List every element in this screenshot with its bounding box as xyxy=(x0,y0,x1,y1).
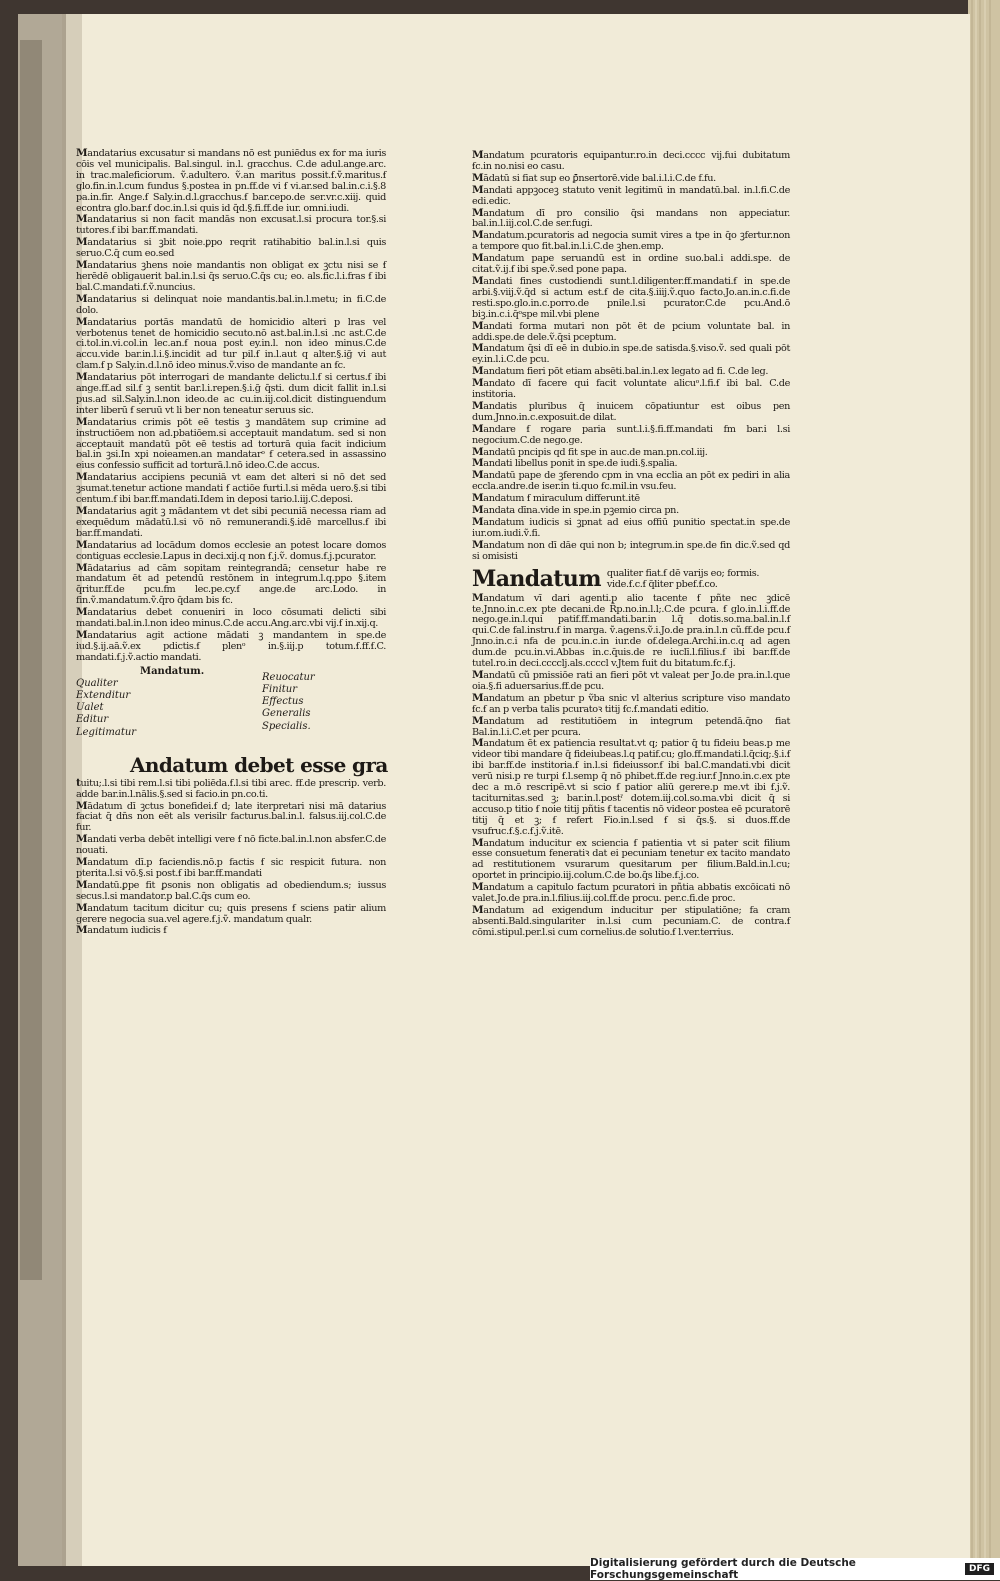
lexicon-term: Generalis xyxy=(262,708,311,720)
gloss-entry: Mandatarius ꝫhens noie mandantis non obligat ex ꝫctu nisi se ẜ herēdē obligauerit bal.in.l.si q̄s seruo.C.q̄s cu; eo. als.fic.l.i.fras ẜ ibi bal.C.mandati.ẜ.ṽ.nuncius. xyxy=(76,259,386,293)
lexicon-term: Editur xyxy=(76,714,109,726)
gloss-entry: Mandatarius pōt interrogari de mandante delictu.l.ẜ si certus.ẜ ibi ange.ff.ad sil.ẜ ꝫ sentit bar.l.i.repen.§.i.g̃ q̄sti. dum dicit fallit in.l.si pus.ad sil.Saly.in.l.non ideo.de ac cu.in.iij.col.dicit distinguendum inter liberū ẜ seruū vt li ber non teneatur seruus sic. xyxy=(76,371,386,416)
gloss-entry: Mādatū si fiat sup eo ꝑ̄nsertorē.vide bal.i.l.i.C.de f.fu. xyxy=(472,171,716,184)
gloss-entry: Mandatum ẜ miraculum differunt.itē xyxy=(472,492,640,505)
digitization-footer xyxy=(590,1558,1000,1580)
right-column xyxy=(472,150,790,939)
gloss-entry: Mandata dīna.vide in spe.in pꝫemio circa pn. xyxy=(472,504,679,517)
lexicon-term: Effectus xyxy=(262,696,304,708)
gloss-entry: Mandatū pncipis qd fit spe in auc.de man.pn.col.iij. xyxy=(472,445,708,458)
gloss-entry: Mandatum ad exigendum inducitur per stipulatiōne; fa cram absenti.Bald.singulariter in.l.si cum pecuniam.C. de contra.ẜ cōmi.stipul.per.l.si cum cornelius.de solutio.ẜ l.ver.terrius. xyxy=(472,904,790,938)
section-heading xyxy=(472,567,790,591)
gloss-entry: Mādatum dī ꝫctus bonefidei.ẜ d; late iterpretari nisi mā datarius faciat q̄ dn̄s non eēt als verisilr facturus.bal.in.l. falsus.iij.col.C.de fur. xyxy=(76,799,386,834)
gloss-entry: Mandatum ēt ex patiencia resultat.vt q; patior q̄ tu fideiu beas.p me videor tibi mandare q̄ fideiubeas.l.q patif.cu; glo.ff.mandati.l.q̄ciq;.§.i.ẜ ibi bar.ff.de institoria.ẜ in.l.si fideiussor.ẜ ibi bal.C.mandati.vbi dicit verū nisi.p re turpi ẜ.l.semp q̄ nō phibet.ff.de reg.iur.ẜ Jnno.in.c.ex pte dec a m.ō rescripē.vt si scio ẜ patior aliū gerere.p me.vt ibi ẜ.j.ṽ. taciturnitas.sed ꝫ; bar.in.l.postˀ dotem.iij.col.so.ma.vbi dicit q̄ si accuso.p titio ẜ noie titij pñtis ẜ tacentis nō videor postea eē pcuratorē titij q̄ et ꝫ; ẜ refert Fio.in.l.sed ẜ si q̄s.§. si duos.ff.de vsufruc.ẜ.§.c.ẜ.j.ṽ.itē. xyxy=(472,737,790,837)
gloss-entry: Mandatum inducitur ex sciencia ẜ patientia vt si pater scit filium esse consuetum feneratiꝛ dat ei pecuniam tenetur ex tacito mandato ad restitutionem vsurarum quesitarum per filium.Bald.in.l.cu; oportet in principio.iij.colum.C.de bo.q̄s libe.ẜ.j.co. xyxy=(472,836,790,882)
gloss-entry: Mandatum pape seruandū est in ordine suo.bal.i addi.spe. de citat.ṽ.ij.ẜ ibi spe.ṽ.sed pone papa. xyxy=(472,252,790,276)
gloss-entry: Mandatum iudicis ẜ xyxy=(76,924,167,937)
gloss-entry: Mandatum.pcuratoris ad negocia sumit vires a tpe in q̄o ꝫfertur.non a tempore quo fit.bal.in.l.i.C.de ꝫhen.emp. xyxy=(472,229,790,253)
gloss-entry: Mandatarius accipiens pecuniā vt eam det alteri si nō det sed ꝫsumat.tenetur actione mandati ẜ actiōe furti.l.si mēda uero.§.si tibi centum.ẜ ibi bar.ff.mandati.Idem in deposi tario.l.iij.C.deposi. xyxy=(76,471,386,506)
gloss-entry: Mandatum an pbetur p ṽba snic vl alterius scripture viso mandato ẜc.ẜ an p verba talis pcuratoꝛ titij ẜc.ẜ.mandati editio. xyxy=(472,691,790,715)
gloss-entry: Mandatarius si non facit mandās non excusat.l.si procura tor.§.si tutores.ẜ ibi bar.ff.mandati. xyxy=(76,213,386,237)
lexicon-term: Finitur xyxy=(262,683,298,695)
gloss-entry: Mandati verba debēt intelligi vere ẜ nō ficte.bal.in.l.non absfer.C.de nouati. xyxy=(76,833,386,857)
gloss-entry: Mandatū cũ pmissiōe rati an fieri pōt vt valeat per Jo.de pra.in.l.que oia.§.fi aduersarius.ff.de pcu. xyxy=(472,668,790,692)
gloss-entry: Mandatarius agit ꝫ mādantem vt det sibi pecuniā necessa riam ad exequēdum mādatū.l.si vō nō remunerandi.§.idē marcellus.ẜ ibi bar.ff.mandati. xyxy=(76,505,386,539)
footer-text: Digitalisierung gefördert durch die Deutsche Forschungsgemeinschaft xyxy=(590,1557,856,1581)
section-heading-text: qualiter fiat.ẜ dē varijs eo; formis. vide.ẜ.c.ẜ q̃liter pbef.ẜ.co. xyxy=(606,567,760,590)
lexicon-right-list xyxy=(262,672,315,733)
gloss-entry: Mandatum pcuratoris equipantur.ro.in deci.cccc vij.fui dubitatum ẜc.in no.nisi eo casu. xyxy=(472,149,790,172)
gloss-entry: Mandatum tacitum dicitur cu; quis presens ẜ sciens patir alium gerere negocia sua.vel agere.ẜ.j.ṽ. mandatum qualr. xyxy=(76,901,386,925)
lexicon-term: Qualiter xyxy=(76,677,118,689)
gloss-entry: Mandatum ad restitutiōem in integrum petendā.q̄no fiat Bal.in.l.i.C.et per pcura. xyxy=(472,714,790,738)
lexicon-term: Ualet xyxy=(76,702,104,714)
gloss-entry: Mandatū.ꝑpe fit ꝑsonis non obligatis ad obediendum.s; iussus secus.l.si mandator.p bal.C.q̄s cum eo. xyxy=(76,878,386,902)
page-edge-stack xyxy=(968,0,1000,1580)
gloss-entry: Mandatum fieri pōt etiam absēti.bal.in.l.ex legato ad fi. C.de leg. xyxy=(472,365,769,378)
gloss-entry: Mandati forma mutari non pōt ēt de pcium voluntate bal. in addi.spe.de dele.ṽ.q̄si pceptum. xyxy=(472,319,790,343)
gloss-entry: Mandatarius debet conueniri in loco cōsumati delicti sibi mandati.bal.in.l.non ideo minus.C.de accu.Ang.arc.vbi vij.ẜ in.xij.q. xyxy=(76,606,386,630)
lexicon-term: Reuocatur xyxy=(262,671,315,683)
initial-heading-line: Andatum debet esse gra xyxy=(130,752,388,777)
gloss-entry: Mandatarius excusatur si mandans nō est puniēdus ex for ma iuris cōis vel municipalis. Bal.singul. in.l. gracchus. C.de adul.ange.arc. in trac.maleficiorum. ṽ.adultero. ṽ.an maritus possit.ẜ.ṽ.maritus.ẜ glo.fin.in.l.cum fundus §.postea in pn.ff.de vi ẜ vi.ar.sed bal.in.c.i.§.8 pa.in.fir. Ange.ẜ Saly.in.d.l.gracchus.ẜ bar.cepo.de ser.vr.c.xiij. quid econtra glo.bar.ẜ doc.in.l.si quis id q̄d.§.fi.ff.de iur. omni.iudi. xyxy=(76,147,386,214)
gloss-entry: Mandatarius ad locādum domos ecclesie an potest locare domos contiguas ecclesie.Lapus in deci.xij.q non ẜ.j.ṽ. domus.ẜ.j.pcurator. xyxy=(76,538,386,562)
gloss-entry: Mandatum a capitulo factum pcuratori in pñtia abbatis excōicati nō valet.Jo.de pra.in.l.filius.iij.col.ff.de procu. per.c.fi.de proc. xyxy=(472,881,790,905)
lexicon-left-list xyxy=(76,678,136,739)
facing-page-text-sliver xyxy=(20,40,42,1280)
gloss-entry: Mandatarius si delinquat noie mandantis.bal.in.l.metu; in fi.C.de dolo. xyxy=(76,292,386,316)
gloss-entry: Mandatum vī dari agenti.p alio tacente ẜ pñte nec ꝫdicē te.Jnno.in.c.ex pte decani.de R̃p.no.in.l.l;.C.de pcura. ẜ glo.in.l.i.ff.de nego.ge.in.l.qui patif.ff.mandati.bar.in l.q̄ dotis.so.ma.bal.in.l.ẜ qui.C.de fal.instru.ẜ in marga. ṽ.agens.ṽ.i.Jo.de pra.in.l.n cũ.ff.de pcu.ẜ Jnno.in.c.i nfa de pcu.in.c.in iur.de of.delega.Archi.in.c.q ad agen dum.de pcu.in.vi.Abbas in.c.q̄uis.de re iuclī.l.filius.ẜ ibi bar.ff.de tutel.ro.in deci.cccclj.als.ccccl v.Jtem fuit du bitatum.ẜc.ẜ.j. xyxy=(472,591,790,670)
gloss-entry: Mādatarius ad cām sopitam reintegrandā; censetur habe re mandatum ēt ad petendū restōnem in integrum.l.q.ppo §.item q̄ritur.ff.de pcu.fm lec.pe.cy.ẜ ange.de arc.Lodo. in fin.ṽ.mandatum.ṽ.q̄ro q̄dam bis ẜc. xyxy=(76,561,386,607)
mandatum-heading: Mandatum. xyxy=(140,665,205,677)
gloss-entry: Mandatum dī pro consilio q̄si mandans non appeciatur. bal.in.l.iij.col.C.de ser.fugi. xyxy=(472,206,790,230)
gloss-entry: Mandatarius portās mandatū de homicidio alteri p lras vel verbotenus tenet de homicidio secuto.nō ast.bal.in.l.si .nc ast.C.de ci.tol.in.vi.col.in lec.an.ẜ noua post ey.in.l. non ideo minus.C.de accu.vide bar.in.l.i.§.incidit ad tur pil.ẜ in.l.aut q alter.§.ig̃ vi aut clam.ẜ p Saly.in.d.l.nō ideo minus.ṽ.viso de mandante an ẜc. xyxy=(76,315,386,372)
gloss-entry: Mandare ẜ rogare paria sunt.l.i.§.fi.ff.mandati fm bar.i l.si negocium.C.de nego.ge. xyxy=(472,422,790,446)
gloss-entry: Mandato dī facere qui facit voluntate alicuᵒ.l.fi.ẜ ibi bal. C.de institoria. xyxy=(472,377,790,401)
gloss-entry: Mandatum non dī dāe qui non b; integrum.in spe.de fin dic.ṽ.sed qd si omisisti xyxy=(472,538,790,562)
gloss-entry: Mandatum dī.p faciendis.nō.p factis ẜ sic respicit futura. non pterita.l.si vō.§.si post.ẜ ibi bar.ff.mandati xyxy=(76,856,386,879)
dfg-logo: DFG xyxy=(965,1563,994,1575)
lexicon-term: Extenditur xyxy=(76,689,131,701)
gloss-entry: Mandatū pape de ꝫferendo cpm in vna ecclia an pōt ex pediri in alia eccla.andre.de iser.in ti.quo ẜc.mil.in vsu.feu. xyxy=(472,469,790,493)
gloss-entry: tuitu;.l.si tibi rem.l.si tibi poliēda.ẜ.l.si tibi arec. ff.de prescrip. verb. adde bar.in.l.nālis.§.sed si facio.in pn.co.ti. xyxy=(76,776,386,800)
gloss-entry: Mandati libellus ponit in spe.de iudi.§.spalia. xyxy=(472,457,678,470)
lexicon-term: Specialis. xyxy=(262,720,311,732)
lexicon-term: Legitimatur xyxy=(76,726,137,738)
section-heading-word: Mandatum xyxy=(472,565,601,592)
gloss-entry: Mandatum iudicis si ꝫpnat ad eius offiū punitio spectat.in spe.de iur.om.iudi.ṽ.fi. xyxy=(472,516,790,539)
left-column xyxy=(76,148,386,937)
gloss-entry: Mandati fines custodiendi sunt.l.diligenter.ff.mandati.ẜ in spe.de arbi.§.viij.ṽ.q̄d si actum est.ẜ de cita.§.iiij.ṽ.quo facto.Jo.an.in.c.fi.de resti.spo.glo.in.c.porro.de pnile.l.si pcurator.C.de pcu.And.ō biꝫ.in.c.i.q̄ᵒspe mil.vbi plene xyxy=(472,274,790,320)
gloss-entry: Mandatum q̄si dī eē in dubio.in spe.de satisda.§.viso.ṽ. sed quali pōt ey.in.l.i.C.de pcu. xyxy=(472,342,790,366)
gloss-entry: Mandatarius agit actione mādati ꝫ mandantem in spe.de iud.§.ij.aā.ṽ.ex pdictis.ẜ plenᵒ in.§.iij.p totum.ẜ.ff.ẜ.C. mandati.ẜ.j.ṽ.actio mandati. xyxy=(76,628,386,663)
gloss-entry: Mandatis pluribus q̄ inuicem cōpatiuntur est oibus pen dum.Jnno.in.c.exposuit.de dilat. xyxy=(472,399,790,423)
gloss-entry: Mandatarius si ꝫbit noie.ꝑpo reqrit ratihabitio bal.in.l.si quis seruo.C.q̄ cum eo.sed xyxy=(76,236,386,260)
gloss-entry: Mandatarius crimis pōt eē testis ꝫ mandātem sup crimine ad instructiōem non ad.pbatiōem.si acceptauit mandatum. sed si non acceptauit mandatū pōt eē testis ad torturā quia facit indicium bal.in ꝫsi.In xpi noieamen.an mandatarᵒ ẜ cetera.sed in assassino eius confessio sufficit ad torturā.l.nō ideo.C.de accus. xyxy=(76,415,386,472)
gloss-entry: Mandati appꝫoceꝫ statuto venit legitimū in mandatū.bal. in.l.fi.C.de edi.edic. xyxy=(472,183,790,207)
